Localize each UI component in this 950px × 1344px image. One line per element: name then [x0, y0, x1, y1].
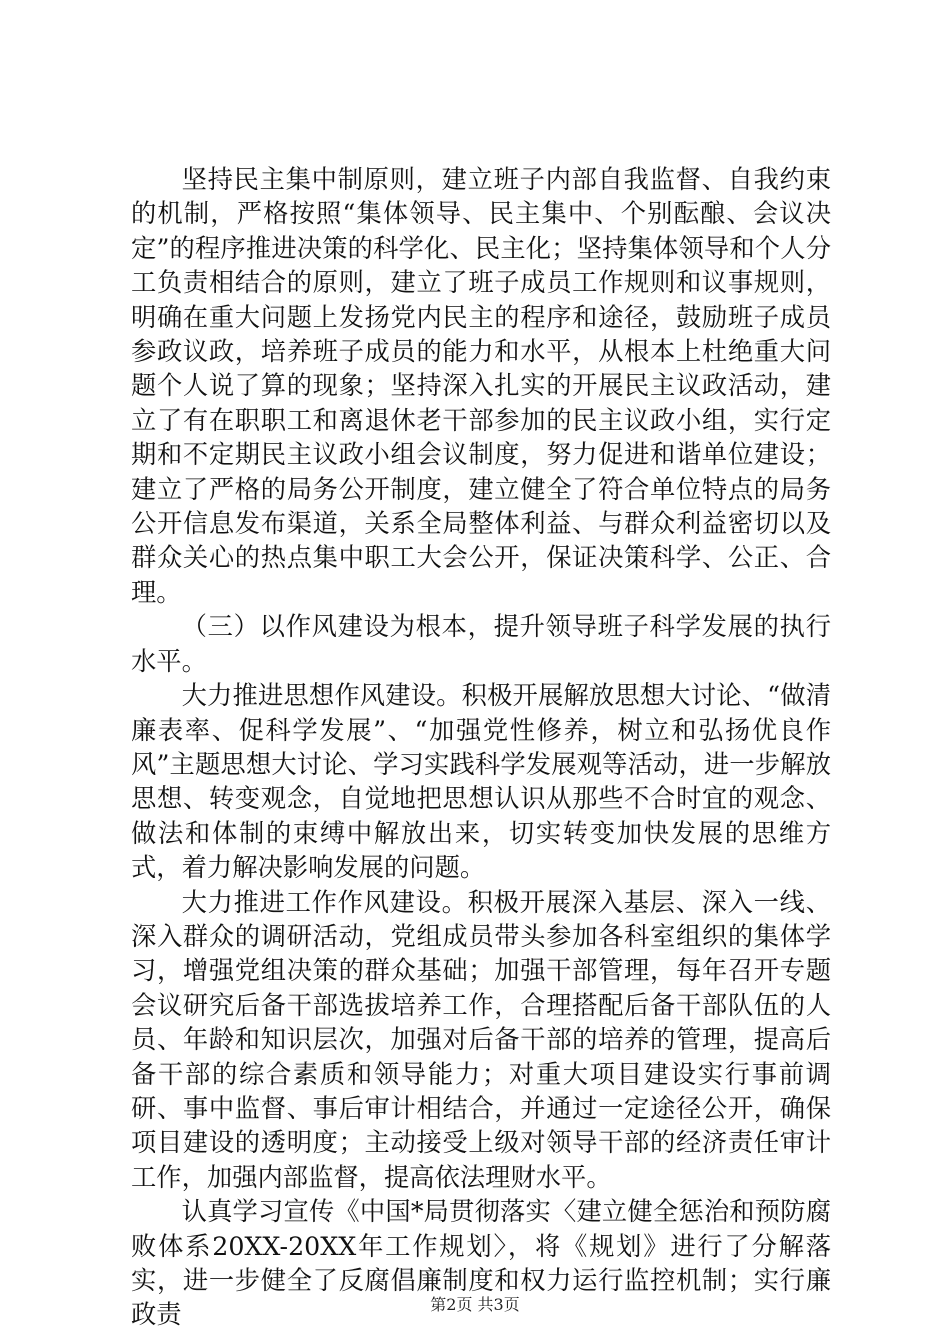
paragraph-anti-corruption: 认真学习宣传《中国*局贯彻落实〈建立健全惩治和预防腐败体系20XX-20XX年工作规划〉，将《规划》进行了分解落实，进一步健全了反腐倡廉制度和权力运行监控机制；实行廉政责	[131, 1197, 831, 1330]
section-heading-work-style: （三）以作风建设为根本，提升领导班子科学发展的执行水平。	[131, 612, 831, 676]
paragraph-work-style: 大力推进工作作风建设。积极开展深入基层、深入一线、深入群众的调研活动，党组成员带头参加各科室组织的集体学习，增强党组决策的群众基础；加强干部管理，每年召开专题会议研究后备干部选拔培养工作，合理搭配后备干部队伍的人员、年龄和知识层次，加强对后备干部的培养的管理，提高后备干部的综合素质和领导能力；对重大项目建设实行事前调研、事中监督、事后审计相结合，并通过一定途径公开，确保项目建设的透明度；主动接受上级对领导干部的经济责任审计工作，加强内部监督，提高依法理财水平。	[131, 887, 831, 1192]
document-body	[131, 163, 831, 1333]
page-number-footer: 第2页 共3页	[430, 1295, 520, 1314]
paragraph-democratic-centralism: 坚持民主集中制原则，建立班子内部自我监督、自我约束的机制，严格按照“集体领导、民主集中、个别酝酿、会议决定”的程序推进决策的科学化、民主化；坚持集体领导和个人分工负责相结合的原则，建立了班子成员工作规则和议事规则，明确在重大问题上发扬党内民主的程序和途径，鼓励班子成员参政议政，培养班子成员的能力和水平，从根本上杜绝重大问题个人说了算的现象；坚持深入扎实的开展民主议政活动，建立了有在职职工和离退休老干部参加的民主议政小组，实行定期和不定期民主议政小组会议制度，努力促进和谐单位建设；建立了严格的局务公开制度，建立健全了符合单位特点的局务公开信息发布渠道，关系全局整体利益、与群众利益密切以及群众关心的热点集中职工大会公开，保证决策科学、公正、合理。	[131, 165, 831, 607]
paragraph-ideological-style: 大力推进思想作风建设。积极开展解放思想大讨论、“做清廉表率、促科学发展”、“加强党性修养，树立和弘扬优良作风”主题思想大讨论、学习实践科学发展观等活动，进一步解放思想、转变观念，自觉地把思想认识从那些不合时宜的观念、做法和体制的束缚中解放出来，切实转变加快发展的思维方式，着力解决影响发展的问题。	[131, 681, 831, 883]
